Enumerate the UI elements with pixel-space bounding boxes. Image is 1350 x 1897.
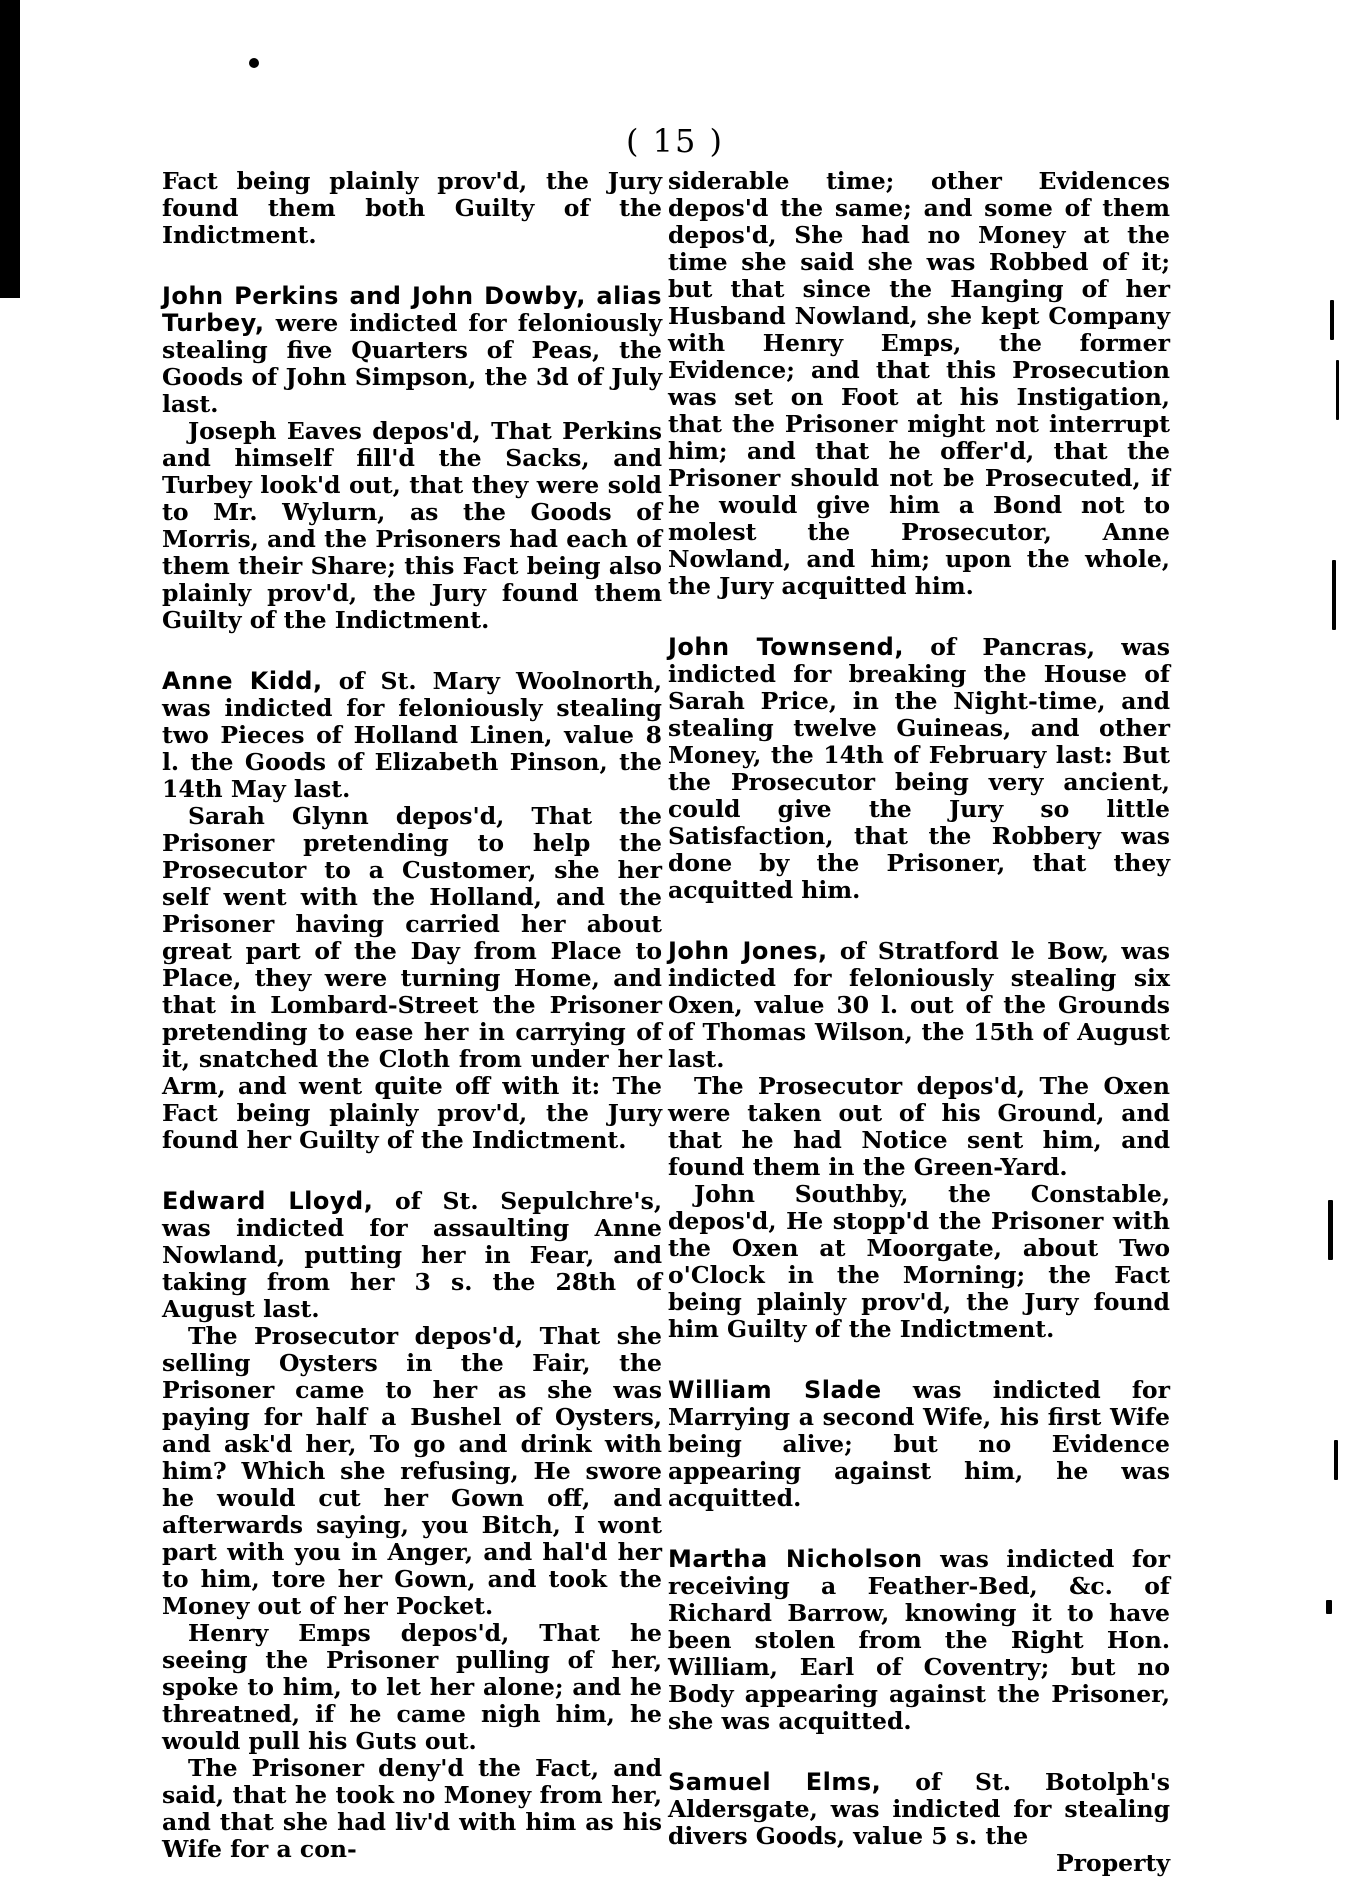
trial-entry (668, 634, 1170, 904)
entry-paragraph (162, 1188, 662, 1323)
defendant-name: John Jones, (668, 937, 828, 965)
trial-entry (162, 168, 662, 249)
defendant-name: William Slade (668, 1376, 882, 1404)
entry-paragraph: The Prosecutor depos'd, That she selling Oysters in the Fair, the Prisoner came to her as she was paying for half a Bushel of Oysters, and ask'd her, To go and drink with him? Which she refusing, He swore he would cut her Gown off, and afterwards saying, you Bitch, I wont part with you in Anger, and hal'd her to him, tore her Gown, and took the Money out of her Pocket. (162, 1322, 662, 1620)
entry-text: was indicted for Marrying a second Wife, his first Wife being alive; but no Evidence appearing against him, he was acquitted. (668, 1376, 1170, 1512)
entry-paragraph: The Prosecutor depos'd, The Oxen were taken out of his Ground, and that he had Notice sent him, and found them in the Green-Yard. (668, 1072, 1170, 1181)
trial-entry (668, 1769, 1170, 1877)
entry-paragraph: John Southby, the Constable, depos'd, He stopp'd the Prisoner with the Oxen at Moorgate, about Two o'Clock in the Morning; the Fact being plainly prov'd, the Jury found him Guilty of the Indictment. (668, 1180, 1170, 1343)
entry-text: of Pancras, was indicted for breaking the House of Sarah Price, in the Night-time, and stealing twelve Guineas, and other Money, the 14th of February last: But the Prosecutor being very ancient, could give the Jury so little Satisfaction, that the Robbery was done by the Prisoner, that they acquitted him. (668, 633, 1170, 904)
defendant-name: John Perkins and John Dowby, alias Turbey, (162, 282, 662, 337)
entry-paragraph (668, 938, 1170, 1073)
entry-paragraph (668, 1769, 1170, 1850)
trial-entry (668, 1377, 1170, 1512)
defendant-name: Samuel Elms, (668, 1768, 882, 1796)
trial-entry (162, 1188, 662, 1863)
entry-paragraph: siderable time; other Evidences depos'd the same; and some of them depos'd, She had no Money at the time she said she was Robbed of it; but that since the Hanging of her Husband Nowland, she kept Company with Henry Emps, the former Evidence; and that this Prosecution was set on Foot at his Instigation, that the Prisoner might not interrupt him; and that he offer'd, that the Prisoner should not be Prosecuted, if he would give him a Bond not to molest the Prosecutor, Anne Nowland, and him; upon the whole, the Jury acquitted him. (668, 167, 1170, 600)
entry-text: of St. Botolph's Aldersgate, was indicted for stealing divers Goods, value 5 s. the (668, 1768, 1170, 1850)
defendant-name: Martha Nicholson (668, 1545, 923, 1573)
catchword: Property (1055, 1849, 1170, 1877)
entry-paragraph (668, 1546, 1170, 1735)
scan-speck (1336, 360, 1339, 420)
defendant-name: Anne Kidd, (162, 667, 323, 695)
entry-text: of St. Sepulchre's, was indicted for assaulting Anne Nowland, putting her in Fear, and taking from her 3 s. the 28th of August last. (162, 1187, 662, 1323)
left-column (162, 168, 662, 1897)
entry-paragraph (668, 634, 1170, 904)
entry-text: of Stratford le Bow, was indicted for feloniously stealing six Oxen, value 30 l. out of the Grounds of Thomas Wilson, the 15th of August last. (668, 937, 1170, 1073)
scan-speck (1332, 560, 1336, 630)
defendant-name: Edward Lloyd, (162, 1187, 374, 1215)
scan-speck (1330, 300, 1334, 340)
entry-paragraph (162, 668, 662, 803)
trial-entry (668, 938, 1170, 1343)
trial-entry (668, 168, 1170, 600)
scan-speck (1326, 1600, 1332, 1614)
trial-entry (162, 283, 662, 634)
trial-entry (162, 668, 662, 1154)
entry-paragraph: Fact being plainly prov'd, the Jury found them both Guilty of the Indictment. (162, 167, 662, 249)
entry-paragraph: Sarah Glynn depos'd, That the Prisoner pretending to help the Prosecutor to a Customer, she her self went with the Holland, and the Prisoner having carried her about great part of the Day from Place to Place, they were turning Home, and that in Lombard-Street the Prisoner pretending to ease her in carrying of it, snatched the Cloth from under her Arm, and went quite off with it: The Fact being plainly prov'd, the Jury found her Guilty of the Indictment. (162, 802, 662, 1154)
right-column (668, 168, 1170, 1877)
ink-blot (249, 58, 259, 68)
entry-paragraph: Joseph Eaves depos'd, That Perkins and himself fill'd the Sacks, and Turbey look'd out, that they were sold to Mr. Wylurn, as the Goods of Morris, and the Prisoners had each of them their Share; this Fact being also plainly prov'd, the Jury found them Guilty of the Indictment. (162, 417, 662, 634)
defendant-name: John Townsend, (668, 633, 904, 661)
scan-speck (1328, 1200, 1333, 1260)
scan-speck (1334, 1440, 1338, 1480)
entry-paragraph (162, 283, 662, 418)
entry-text: were indicted for feloniously stealing five Quarters of Peas, the Goods of John Simpson, the 3d of July last. (162, 309, 663, 418)
trial-entry (668, 1546, 1170, 1735)
entry-paragraph (668, 1377, 1170, 1512)
page-number: ( 15 ) (625, 122, 725, 160)
entry-paragraph: Henry Emps depos'd, That he seeing the Prisoner pulling of her, spoke to him, to let her alone; and he threatned, if he came nigh him, he would pull his Guts out. (162, 1619, 662, 1755)
entry-text: was indicted for receiving a Feather-Bed, &c. of Richard Barrow, knowing it to have been stolen from the Right Hon. William, Earl of Coventry; but no Body appearing against the Prisoner, she was acquitted. (668, 1545, 1170, 1735)
entry-paragraph: The Prisoner deny'd the Fact, and said, that he took no Money from her, and that she had liv'd with him as his Wife for a con- (162, 1754, 662, 1863)
entry-text: of St. Mary Woolnorth, was indicted for feloniously stealing two Pieces of Holland Linen, value 8 l. the Goods of Elizabeth Pinson, the 14th May last. (162, 667, 663, 803)
